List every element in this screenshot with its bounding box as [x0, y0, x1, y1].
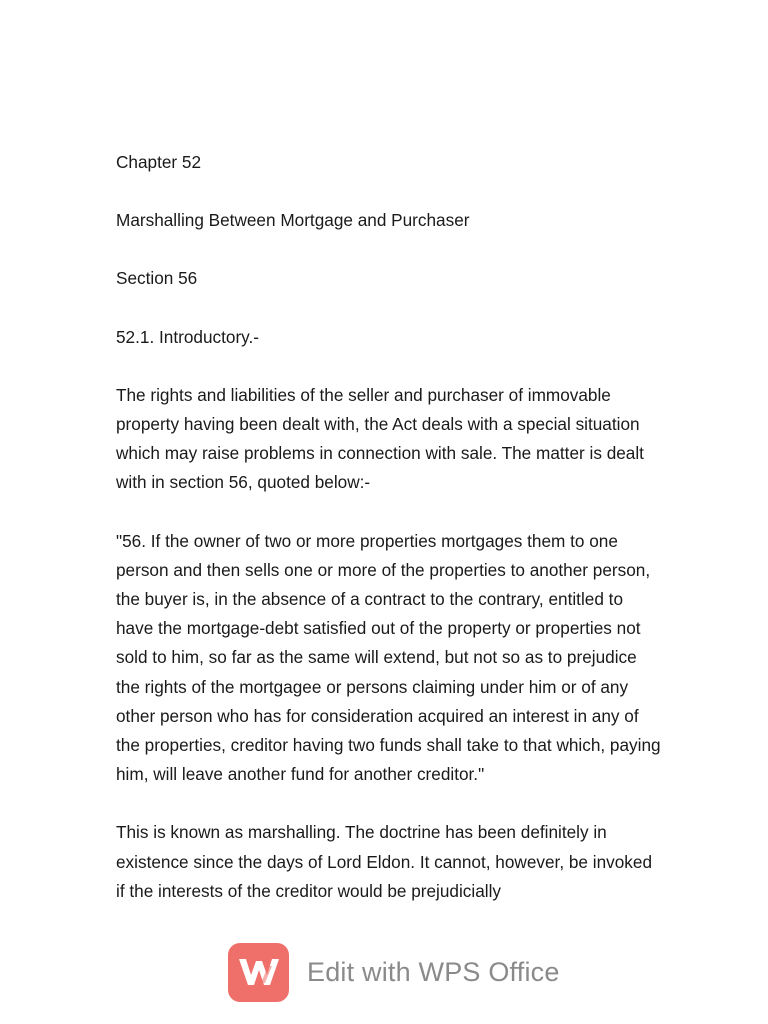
body-paragraph: This is known as marshalling. The doctrine has been definitely in existence since the days of Lord Eldon. It cannot, however, be invoked if the interests of the creditor would be prejudicially [116, 822, 653, 901]
chapter-heading: Chapter 52 [116, 152, 202, 172]
wps-watermark[interactable] [228, 942, 560, 1002]
wps-watermark-label: Edit with WPS Office [307, 956, 560, 987]
wps-logo-glyph [237, 956, 281, 988]
wps-logo-icon [228, 943, 289, 1002]
document-body [116, 148, 661, 906]
section-heading: Section 56 [116, 268, 198, 289]
body-paragraph: The rights and liabilities of the seller and purchaser of immovable property having been dealt with, the Act deals with a special situation which may raise problems in connection with sale. The matter is dealt with in section 56, quoted below:- [116, 384, 644, 493]
quoted-statute-paragraph: "56. If the owner of two or more properties mortgages them to one person and then sells one or more of the properties to another person, the buyer is, in the absence of a contract to the contrary, entitled to have the mortgage-debt satisfied out of the property or properties not sold to him, so far as the same will extend, but not so as to prejudice the rights of the mortgagee or persons claiming under him or of any other person who has for consideration acquired an interest in any of the properties, creditor having two funds shall take to that which, paying him, will leave another fund for another creditor." [116, 530, 661, 785]
chapter-title: Marshalling Between Mortgage and Purchaser [116, 210, 470, 231]
subsection-heading: 52.1. Introductory.- [116, 326, 259, 347]
